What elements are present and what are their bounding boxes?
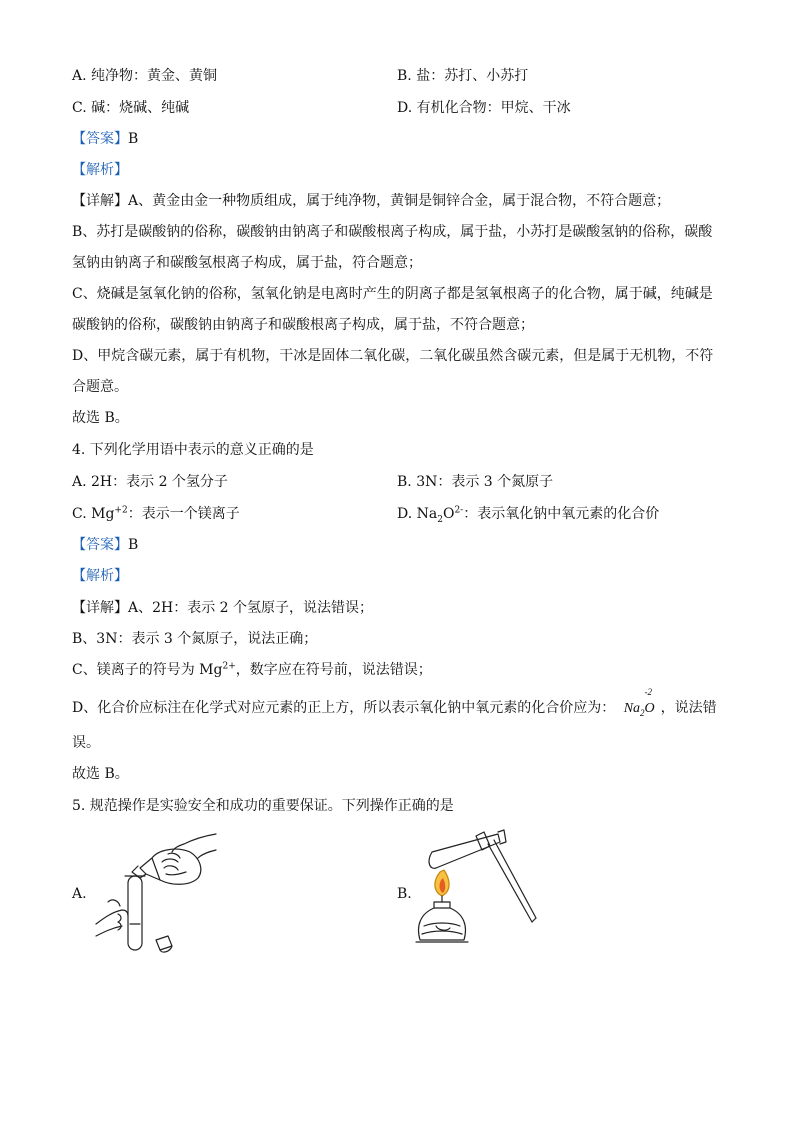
q3-detail-d2: 合题意。 <box>72 379 128 395</box>
detail-c-charge: 2+ <box>222 661 236 672</box>
q3-option-d: D. 有机化合物：甲烷、干冰 <box>397 100 571 116</box>
option-d-mid: O <box>442 506 455 522</box>
analysis-label: 【解析】 <box>72 568 128 584</box>
option-d-sup: 2- <box>454 505 464 516</box>
answer-label: 【答案】 <box>72 131 128 147</box>
q3-detail-a <box>72 191 670 211</box>
q3-detail-d1: D、甲烷含碳元素，属于有机物，干冰是固体二氧化碳，二氧化碳虽然含碳元素，但是属于无机物，不符 <box>72 348 714 364</box>
formula-na: Na <box>623 701 641 716</box>
detail-c-pre: C、镁离子的符号为 Mg <box>72 662 223 678</box>
q3-option-c: C. 碱：烧碱、纯碱 <box>72 100 190 116</box>
formula-o: O <box>644 701 655 716</box>
valence-formula <box>623 687 655 719</box>
q4-option-d <box>397 504 659 524</box>
detail-text: A、黄金由金一种物质组成，属于纯净物，黄铜是铜锌合金，属于混合物，不符合题意； <box>128 193 671 209</box>
option-c-pre: C. Mg <box>72 506 115 522</box>
formula-charge: -2 <box>644 687 653 697</box>
q5-option-a-label: A. <box>72 886 87 902</box>
answer-value: B <box>128 131 139 147</box>
q4-conclusion: 故选 B。 <box>72 766 129 782</box>
q3-detail-c1: C、烧碱是氢氧化钠的俗称，氢氧化钠是电离时产生的阴离子都是氢氧根离子的化合物，属于碱，纯碱是 <box>72 286 713 302</box>
option-d-pre: D. Na <box>397 506 438 522</box>
q3-detail-b2: 氢钠由钠离子和碳酸氢根离子构成，属于盐，符合题意； <box>72 255 422 271</box>
q4-detail-d <box>72 687 717 719</box>
detail-label: 【详解】 <box>72 193 128 209</box>
q3-detail-b1: B、苏打是碳酸钠的俗称，碳酸钠由钠离子和碳酸根离子构成，属于盐，小苏打是碳酸氢钠的俗称，碳酸 <box>72 224 713 240</box>
q4-answer <box>72 535 138 555</box>
detail-label: 【详解】 <box>72 600 128 616</box>
q4-detail-b: B、3N：表示 3 个氮原子，说法正确； <box>72 631 318 647</box>
detail-d-post: ，说法错 <box>660 700 717 716</box>
option-c-charge: +2 <box>114 505 128 516</box>
pouring-liquid-figure <box>92 828 222 956</box>
q4-stem: 4. 下列化学用语中表示的意义正确的是 <box>72 442 314 458</box>
q5-option-b-label: B. <box>397 886 412 902</box>
q4-analysis-label <box>72 566 128 586</box>
formula-sub: 2 <box>640 707 645 718</box>
detail-text: A、2H：表示 2 个氢原子，说法错误； <box>128 600 374 616</box>
detail-d-pre: D、化合价应标注在化学式对应元素的正上方，所以表示氧化钠中氧元素的化合价应为： <box>72 700 616 716</box>
answer-label: 【答案】 <box>72 537 128 553</box>
q4-option-a: A. 2H：表示 2 个氢分子 <box>72 474 228 490</box>
q4-option-c <box>72 504 240 524</box>
option-d-sub: 2 <box>437 514 443 525</box>
q3-option-b: B. 盐：苏打、小苏打 <box>397 68 529 84</box>
q3-answer <box>72 129 138 149</box>
analysis-label: 【解析】 <box>72 162 128 178</box>
answer-value: B <box>128 537 139 553</box>
q3-detail-c2: 碳酸钠的俗称，碳酸钠由钠离子和碳酸根离子构成，属于盐，不符合题意； <box>72 317 534 333</box>
alcohol-lamp-figure <box>412 826 542 958</box>
q4-detail-a <box>72 598 373 618</box>
q4-option-b: B. 3N：表示 3 个氮原子 <box>397 474 554 490</box>
detail-c-post: ，数字应在符号前，说法错误； <box>235 662 432 678</box>
option-d-post: ：表示氧化钠中氧元素的化合价 <box>463 506 660 522</box>
option-c-post: ：表示一个镁离子 <box>127 506 240 522</box>
q3-option-a: A. 纯净物：黄金、黄铜 <box>72 68 218 84</box>
q4-detail-c <box>72 660 432 680</box>
q4-detail-d2: 误。 <box>72 735 100 751</box>
q3-analysis-label <box>72 160 128 180</box>
q3-conclusion: 故选 B。 <box>72 410 129 426</box>
q5-stem: 5. 规范操作是实验安全和成功的重要保证。下列操作正确的是 <box>72 798 454 814</box>
